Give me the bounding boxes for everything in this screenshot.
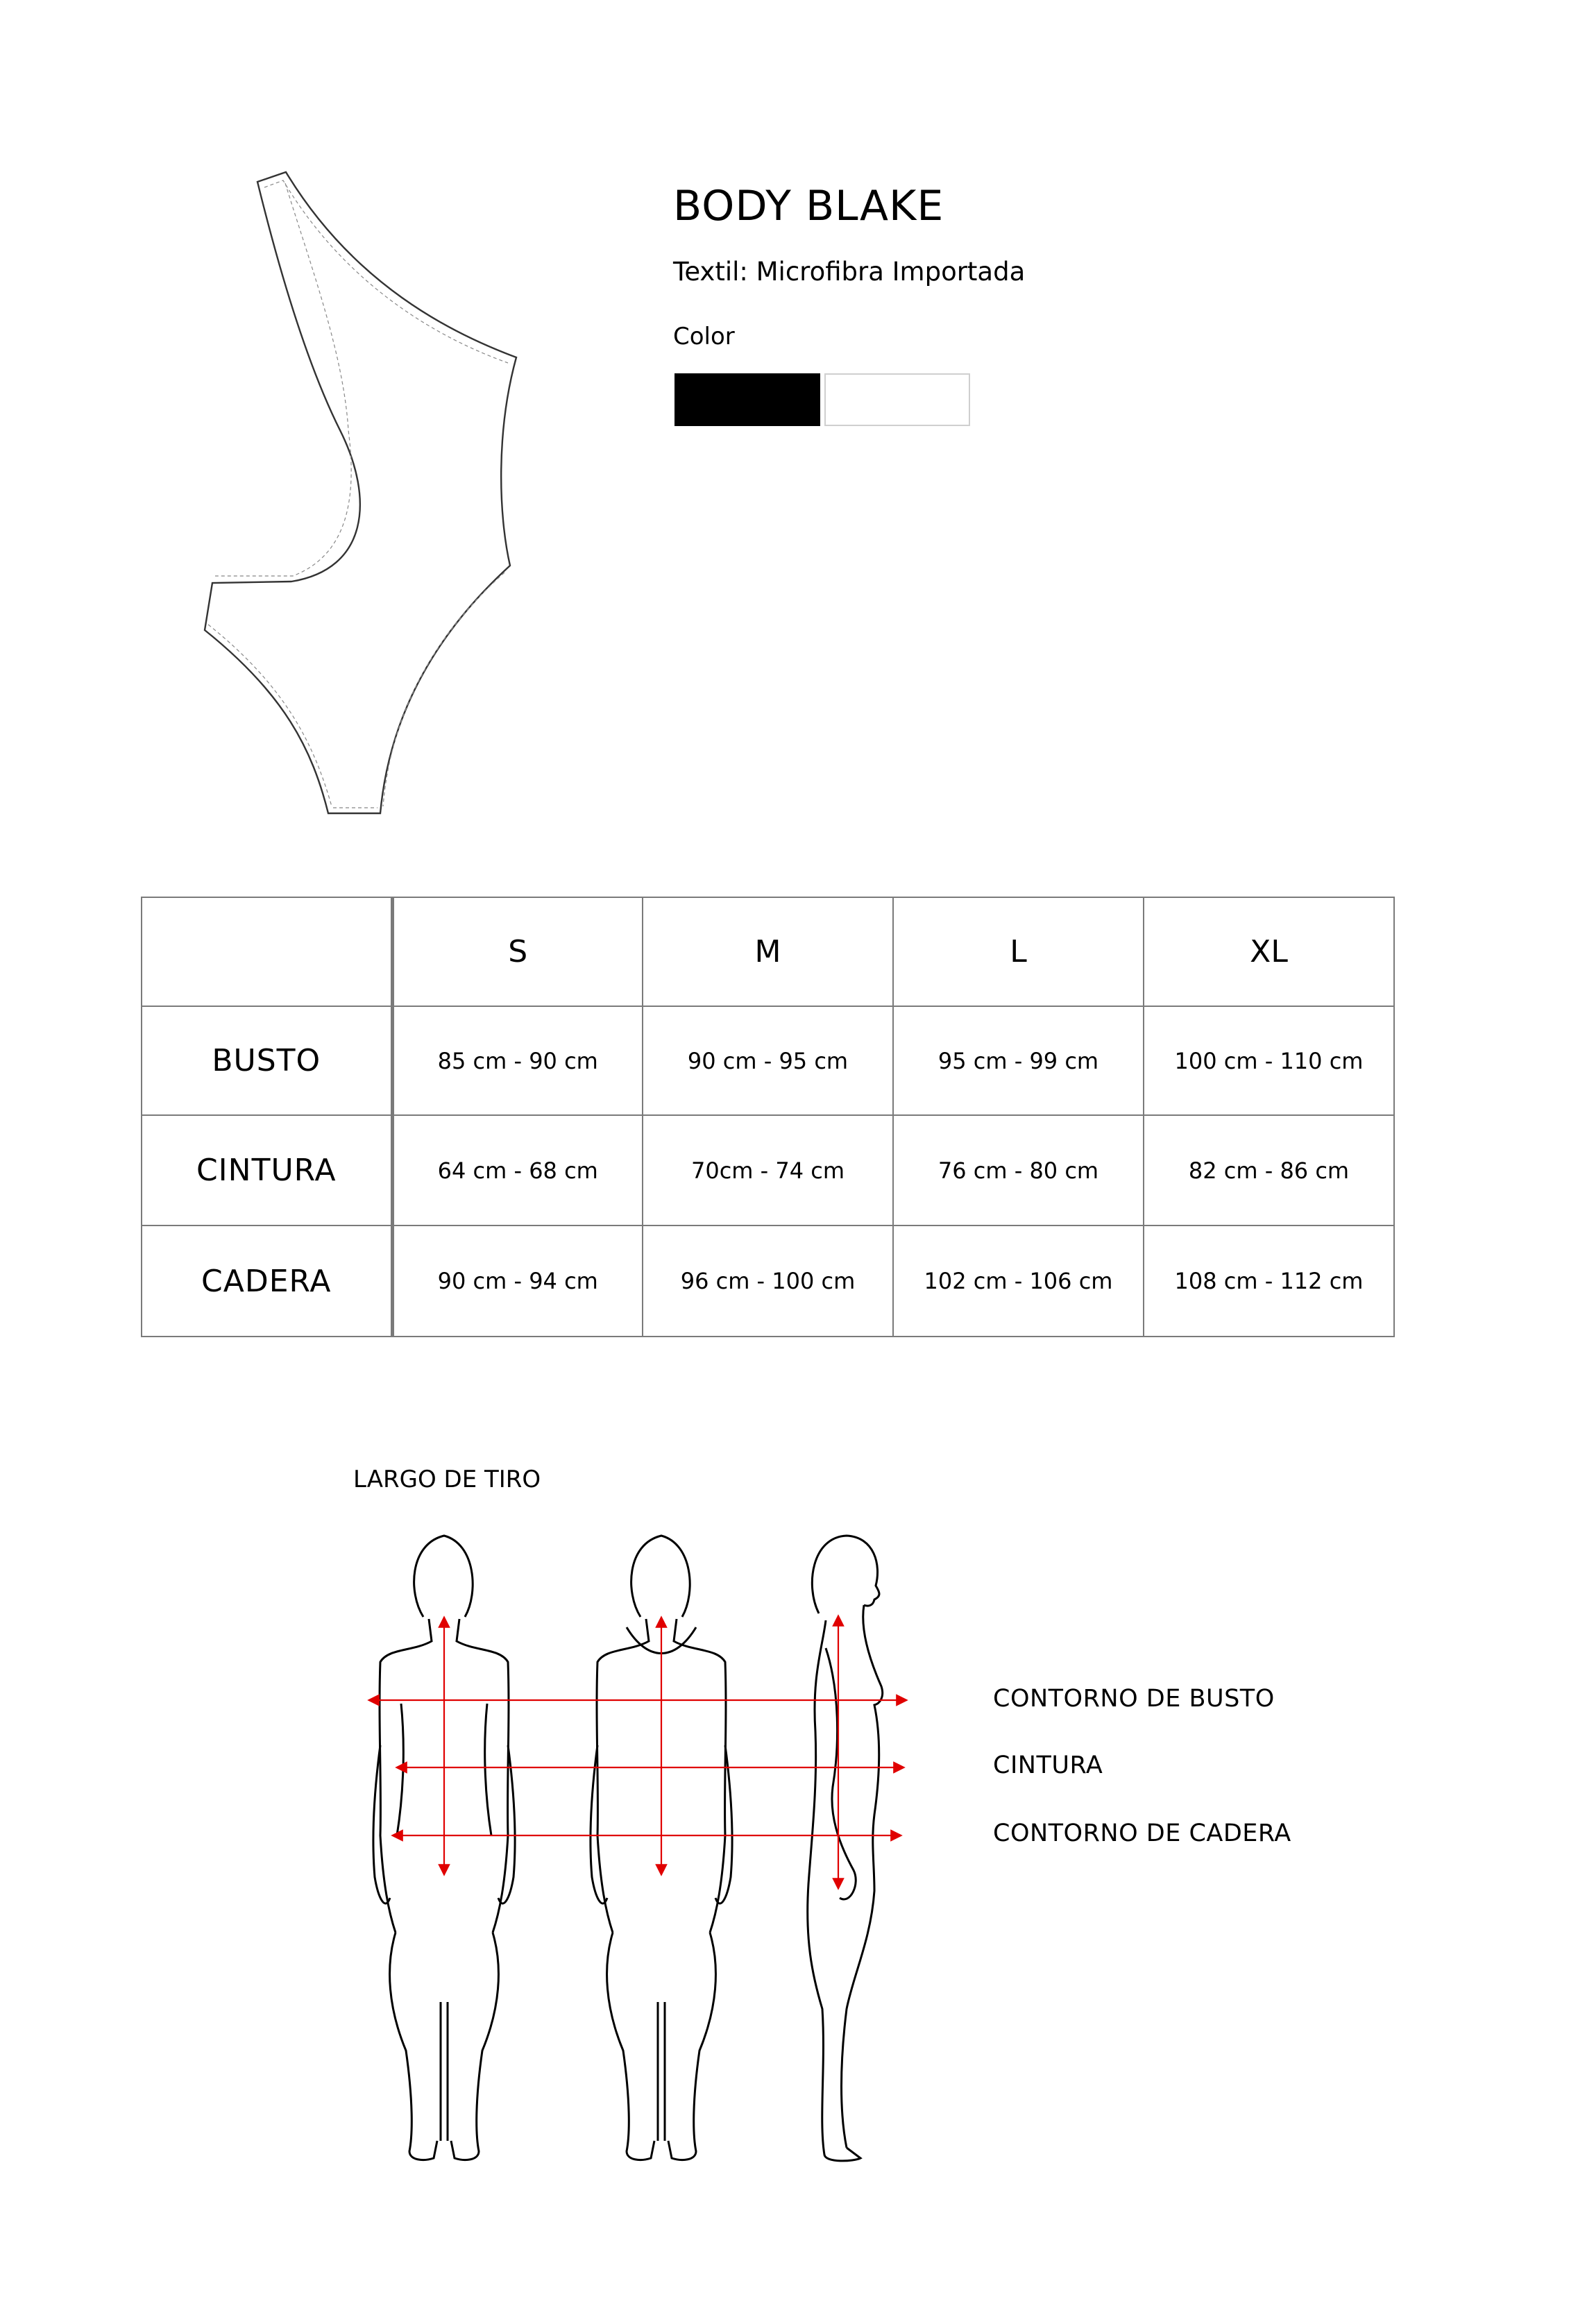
contorno-cadera-label: CONTORNO DE CADERA (993, 1820, 1291, 1847)
table-cell: 82 cm - 86 cm (1144, 1115, 1394, 1225)
row-label-busto: BUSTO (142, 1006, 392, 1115)
contorno-busto-label: CONTORNO DE BUSTO (993, 1685, 1275, 1713)
size-header-m: M (643, 897, 893, 1006)
body-measurement-diagram (347, 1523, 944, 2182)
garment-illustration (167, 167, 541, 833)
table-row-busto (142, 1006, 1394, 1115)
row-label-cadera: CADERA (142, 1225, 392, 1337)
table-cell: 95 cm - 99 cm (893, 1006, 1144, 1115)
size-header-s: S (392, 897, 643, 1006)
table-row-cintura (142, 1115, 1394, 1225)
color-swatch-black[interactable] (675, 373, 820, 426)
table-row-cadera (142, 1225, 1394, 1337)
table-cell: 85 cm - 90 cm (392, 1006, 643, 1115)
cintura-label: CINTURA (993, 1752, 1103, 1779)
table-corner-cell (142, 897, 392, 1006)
largo-de-tiro-label: LARGO DE TIRO (353, 1466, 541, 1493)
size-header-xl: XL (1144, 897, 1394, 1006)
size-header-row (142, 897, 1394, 1006)
table-cell: 90 cm - 94 cm (392, 1225, 643, 1337)
table-cell: 96 cm - 100 cm (643, 1225, 893, 1337)
color-swatch-white[interactable] (824, 373, 970, 426)
table-cell: 64 cm - 68 cm (392, 1115, 643, 1225)
table-cell: 70cm - 74 cm (643, 1115, 893, 1225)
side-body-figure (808, 1536, 883, 2161)
table-cell: 76 cm - 80 cm (893, 1115, 1144, 1225)
table-cell: 100 cm - 110 cm (1144, 1006, 1394, 1115)
fabric-info: Textil: Microfibra Importada (673, 257, 1026, 287)
size-chart-table (141, 897, 1395, 1337)
table-cell: 90 cm - 95 cm (643, 1006, 893, 1115)
table-cell: 108 cm - 112 cm (1144, 1225, 1394, 1337)
table-cell: 102 cm - 106 cm (893, 1225, 1144, 1337)
row-label-cintura: CINTURA (142, 1115, 392, 1225)
product-title: BODY BLAKE (673, 182, 944, 230)
color-label: Color (673, 323, 735, 350)
size-header-l: L (893, 897, 1144, 1006)
